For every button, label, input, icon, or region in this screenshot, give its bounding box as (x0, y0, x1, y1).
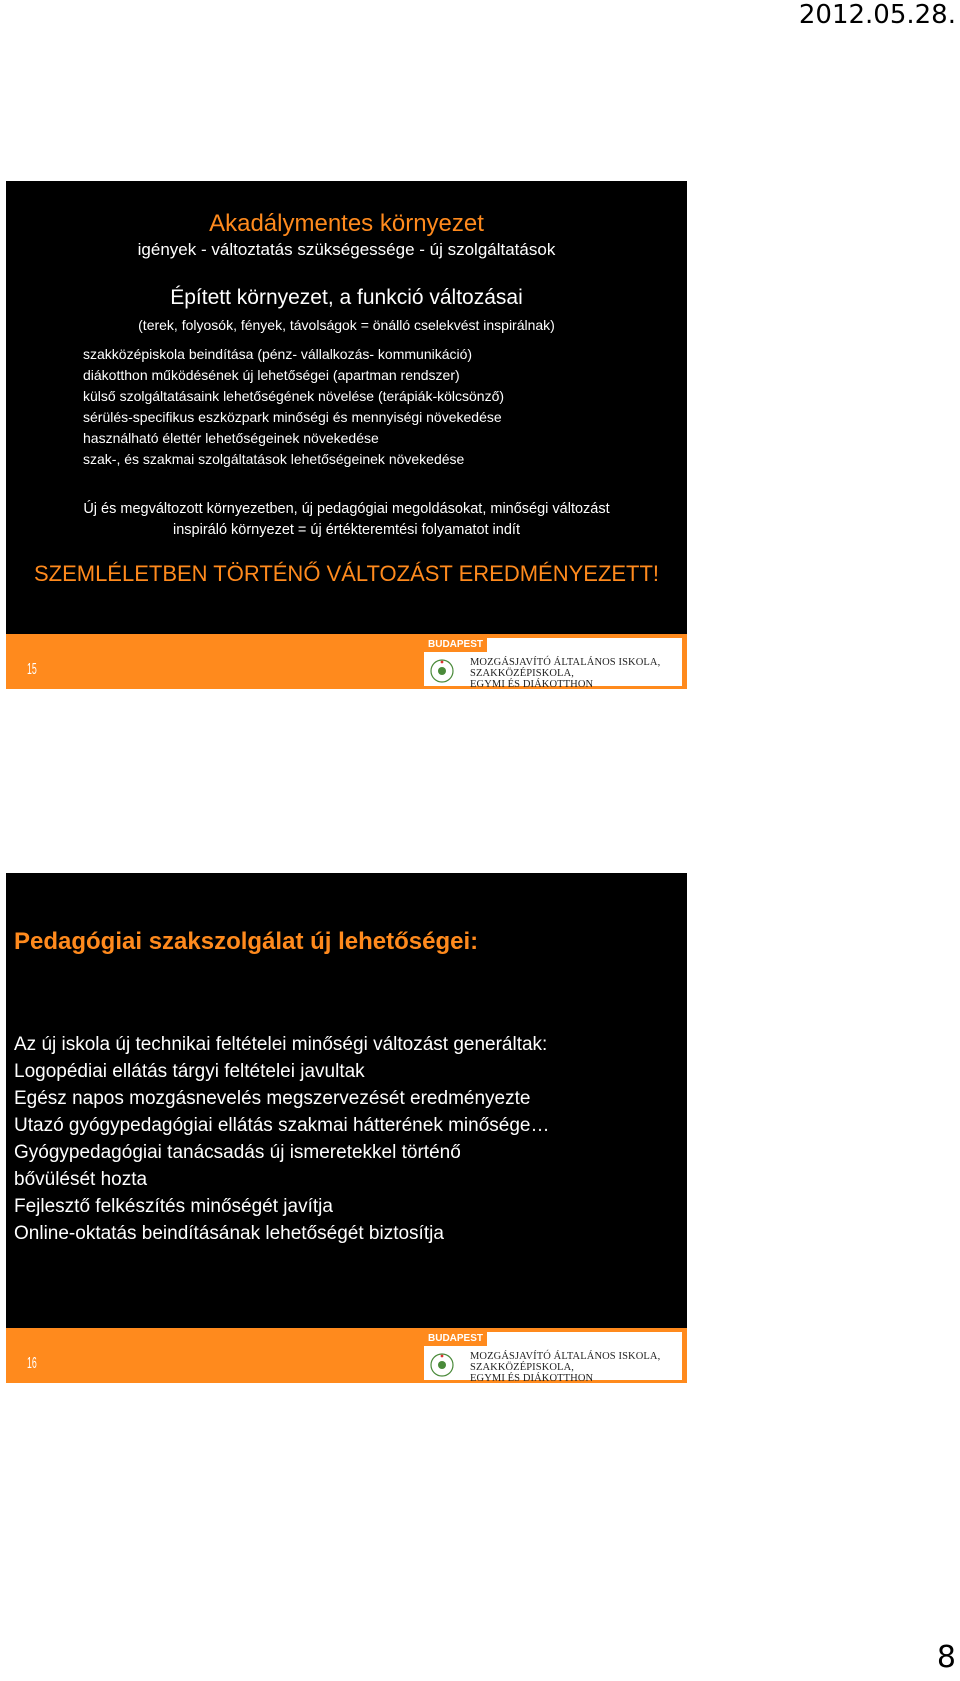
school-logo (424, 638, 682, 690)
list-item: Gyógypedagógiai tanácsadás új ismeretekkel történő (14, 1142, 461, 1163)
logo-text-line: SZAKKÖZÉPISKOLA, (470, 1362, 574, 1373)
slogan: SZEMLÉLETBEN TÖRTÉNŐ VÁLTOZÁST EREDMÉNYEZETT! (33, 561, 660, 586)
header-date: 2012.05.28. (798, 0, 956, 30)
slide-subtitle: igények - változtatás szükségessége - új szolgáltatások (137, 240, 556, 259)
logo-text-line: EGYMI ÉS DIÁKOTTHON (470, 679, 594, 690)
list-item: Fejlesztő felkészítés minőségét javítja (14, 1196, 333, 1217)
list-item: diákotthon működésének új lehetőségei (apartman rendszer) (83, 367, 460, 383)
emblem-icon (428, 658, 456, 684)
section-subheading: (terek, folyosók, fények, távolságok = önálló cselekvést inspirálnak) (138, 317, 555, 333)
list-item: külső szolgáltatásaink lehetőségének növelése (terápiák-kölcsönző) (83, 388, 505, 404)
list-item: szak-, és szakmai szolgáltatások lehetőségeinek növekedése (83, 451, 465, 467)
slide-footer (6, 1328, 687, 1383)
list-item: Az új iskola új technikai feltételei minőségi változást generáltak: (14, 1034, 548, 1055)
slide-footer (6, 634, 687, 689)
list-item: bővülését hozta (14, 1169, 148, 1190)
service-list (83, 344, 504, 470)
slide-16 (6, 873, 687, 1383)
logo-text-line: EGYMI ÉS DIÁKOTTHON (470, 1373, 594, 1384)
school-logo (424, 1332, 682, 1384)
section-heading: Épített környezet, a funkció változásai (170, 286, 523, 309)
list-item: Utazó gyógypedagógiai ellátás szakmai hátterének minősége… (14, 1115, 550, 1136)
page-number: 8 (936, 1640, 956, 1675)
conclusion-line: inspiráló környezet = új értékteremtési folyamatot indít (173, 522, 520, 538)
service-list (14, 1031, 549, 1247)
slide-15 (6, 181, 687, 689)
list-item: szakközépiskola beindítása (pénz- vállalkozás- kommunikáció) (83, 346, 473, 362)
budapest-logo: BUDAPEST (424, 638, 487, 652)
slide-number: 16 (27, 1355, 37, 1372)
logo-text-line: MOZGÁSJAVÍTÓ ÁLTALÁNOS ISKOLA, (470, 657, 661, 668)
conclusion-line: Új és megváltozott környezetben, új pedagógiai megoldásokat, minőségi változást (83, 501, 610, 517)
emblem-icon (428, 1352, 456, 1378)
logo-text-line: MOZGÁSJAVÍTÓ ÁLTALÁNOS ISKOLA, (470, 1351, 661, 1362)
list-item: Logopédiai ellátás tárgyi feltételei javultak (14, 1061, 365, 1082)
list-item: sérülés-specifikus eszközpark minőségi és mennyiségi növekedése (83, 409, 502, 425)
list-item: Egész napos mozgásnevelés megszervezését eredményezte (14, 1088, 531, 1109)
budapest-logo: BUDAPEST (424, 1332, 487, 1346)
slide-title: Pedagógiai szakszolgálat új lehetőségei: (14, 928, 479, 955)
slide-title: Akadálymentes környezet (209, 210, 484, 237)
conclusion-text (6, 499, 687, 541)
logo-text-line: SZAKKÖZÉPISKOLA, (470, 668, 574, 679)
slide-number: 15 (27, 661, 37, 678)
list-item: Online-oktatás beindításának lehetőségét biztosítja (14, 1223, 444, 1244)
list-item: használható élettér lehetőségeinek növekedése (83, 430, 379, 446)
